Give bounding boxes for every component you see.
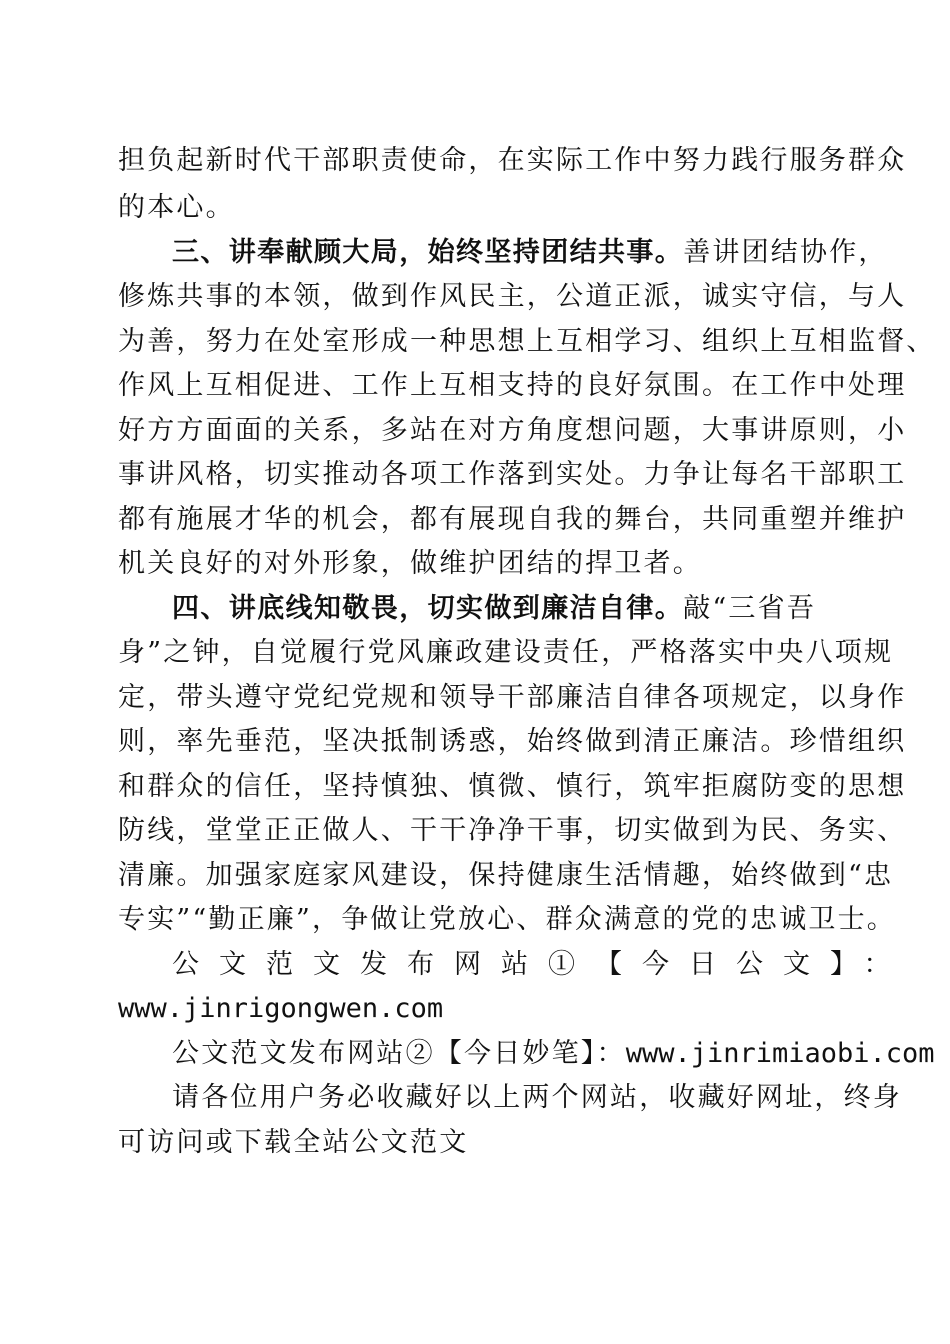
section-three-line: 机关良好的对外形象，做维护团结的捍卫者。 <box>118 548 702 579</box>
footer-site1-label: 公文范文发布网站①【今日公文】： <box>172 949 911 980</box>
footer-site2-url[interactable]: www.jinrimiaobi.com <box>625 1038 935 1069</box>
section-three-line: 为善，努力在处室形成一种思想上互相学习、组织上互相监督、 <box>118 326 936 357</box>
footer-site2-line <box>172 1032 935 1076</box>
section-four-line: 清廉。加强家庭家风建设，保持健康生活情趣，始终做到“忠 <box>118 860 894 891</box>
body-text-line: 的本心。 <box>118 192 235 223</box>
section-four-line: 定，带头遵守党纪党规和领导干部廉洁自律各项规定，以身作 <box>118 682 907 713</box>
section-three-line: 好方方面面的关系，多站在对方角度想问题，大事讲原则，小 <box>118 415 907 446</box>
section-three-text: 善讲团结协作， <box>683 237 888 268</box>
section-four-text: 敲“三省吾 <box>683 593 817 624</box>
section-four-heading: 四、讲底线知敬畏，切实做到廉洁自律。 <box>172 593 684 624</box>
footer-notice-line: 可访问或下载全站公文范文 <box>118 1127 469 1158</box>
footer-site2-label: 公文范文发布网站②【今日妙笔】： <box>172 1038 626 1069</box>
section-four-line: 专实”“勤正廉”，争做让党放心、群众满意的党的忠诚卫士。 <box>118 904 897 935</box>
footer-notice-line: 请各位用户务必收藏好以上两个网站，收藏好网址，终身 <box>172 1082 902 1113</box>
section-four-line: 身”之钟，自觉履行党风廉政建设责任，严格落实中央八项规 <box>118 637 894 668</box>
section-four-line: 防线，堂堂正正做人、干干净净干事，切实做到为民、务实、 <box>118 815 907 846</box>
section-three-line: 都有施展才华的机会，都有展现自我的舞台，共同重塑并维护 <box>118 504 907 535</box>
footer-site1-url[interactable]: www.jinrigongwen.com <box>118 993 444 1024</box>
section-three-heading: 三、讲奉献顾大局，始终坚持团结共事。 <box>172 237 684 268</box>
section-three-first-line <box>172 231 888 275</box>
section-three-line: 修炼共事的本领，做到作风民主，公道正派，诚实守信，与人 <box>118 281 907 312</box>
section-four-line: 和群众的信任，坚持慎独、慎微、慎行，筑牢拒腐防变的思想 <box>118 771 907 802</box>
section-four-line: 则，率先垂范，坚决抵制诱惑，始终做到清正廉洁。珍惜组织 <box>118 726 907 757</box>
section-three-line: 作风上互相促进、工作上互相支持的良好氛围。在工作中处理 <box>118 370 907 401</box>
body-text-line: 担负起新时代干部职责使命，在实际工作中努力践行服务群众 <box>118 145 907 176</box>
section-four-first-line <box>172 587 838 631</box>
section-three-line: 事讲风格，切实推动各项工作落到实处。力争让每名干部职工 <box>118 459 907 490</box>
